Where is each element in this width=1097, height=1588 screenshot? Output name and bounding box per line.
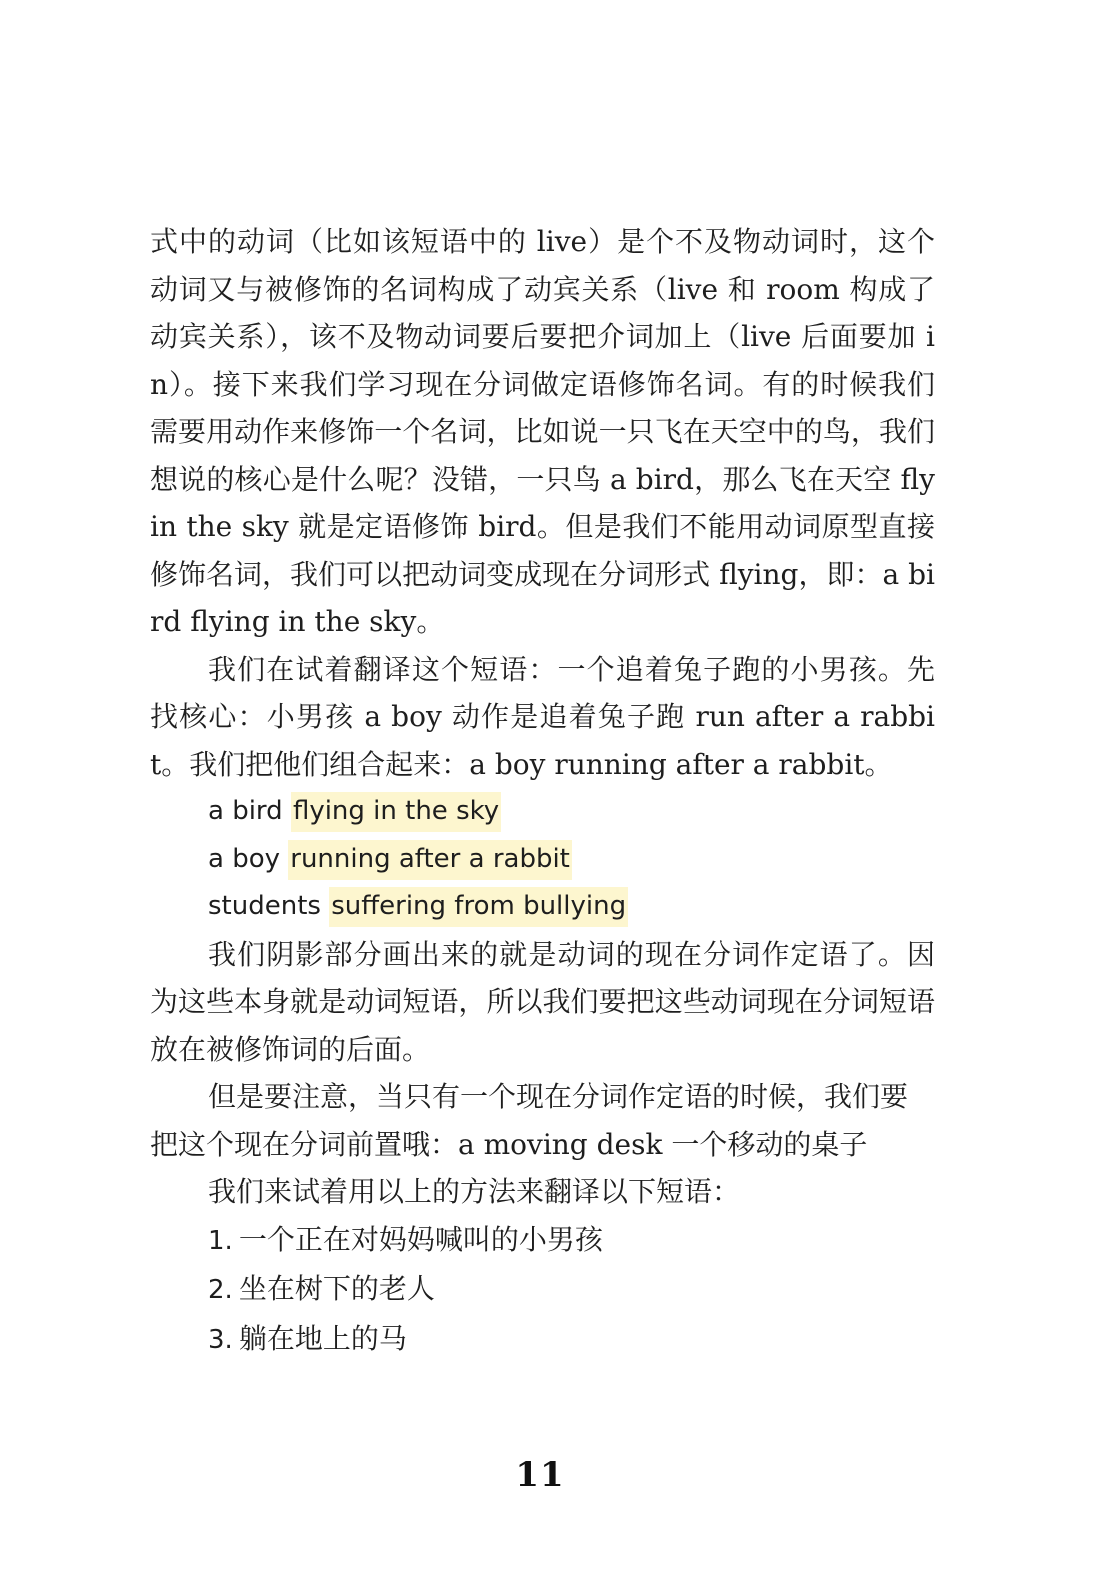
exercise-number: 3.	[208, 1324, 233, 1355]
example-list	[150, 788, 935, 931]
paragraph-4: 但是要注意，当只有一个现在分词作定语的时候，我们要把这个现在分词前置哦：a moving desk 一个移动的桌子	[150, 1080, 909, 1161]
exercise-text: 坐在树下的老人	[238, 1272, 435, 1305]
exercise-list	[150, 1216, 935, 1365]
paragraph-5: 我们来试着用以上的方法来翻译以下短语：	[208, 1175, 741, 1208]
example-item	[150, 836, 935, 884]
example-item	[150, 883, 935, 931]
highlighted-modifier: running after a rabbit	[288, 840, 572, 880]
highlighted-modifier: flying in the sky	[291, 792, 501, 832]
page-number: 11	[515, 1455, 565, 1495]
paragraph-1: 式中的动词（比如该短语中的 live）是个不及物动词时，这个动词又与被修饰的名词构成了动宾关系（live 和 room 构成了动宾关系），该不及物动词要后要把介词加上（live 后面要加 in）。接下来我们学习现在分词做定语修饰名词。有的时候我们需要用动作来修饰一个名词，比如说一只飞在天空中的鸟，我们想说的核心是什么呢？没错，一只鸟 a bird，那么飞在天空 fly in the sky 就是定语修饰 bird。但是我们不能用动词原型直接修饰名词，我们可以把动词变成现在分词形式 flying，即：a bird flying in the sky。	[150, 225, 935, 638]
exercise-item	[150, 1265, 935, 1315]
exercise-item	[150, 1315, 935, 1365]
exercise-number: 2.	[208, 1275, 233, 1305]
example-head: students	[208, 891, 321, 921]
paragraph-2: 我们在试着翻译这个短语：一个追着兔子跑的小男孩。先找核心：小男孩 a boy 动作是追着兔子跑 run after a rabbit。我们把他们组合起来：a boy running after a rabbit。	[150, 652, 935, 781]
highlighted-modifier: suffering from bullying	[329, 887, 628, 927]
example-head: a bird	[208, 796, 283, 826]
exercise-number: 1.	[208, 1225, 233, 1256]
exercise-text: 躺在地上的马	[238, 1321, 407, 1355]
example-item	[150, 788, 935, 836]
page-body	[150, 218, 935, 1364]
exercise-text: 一个正在对妈妈喊叫的小男孩	[238, 1222, 603, 1256]
paragraph-3: 我们阴影部分画出来的就是动词的现在分词作定语了。因为这些本身就是动词短语，所以我们要把这些动词现在分词短语放在被修饰词的后面。	[150, 937, 935, 1066]
exercise-item	[150, 1216, 935, 1266]
example-head: a boy	[208, 843, 280, 874]
